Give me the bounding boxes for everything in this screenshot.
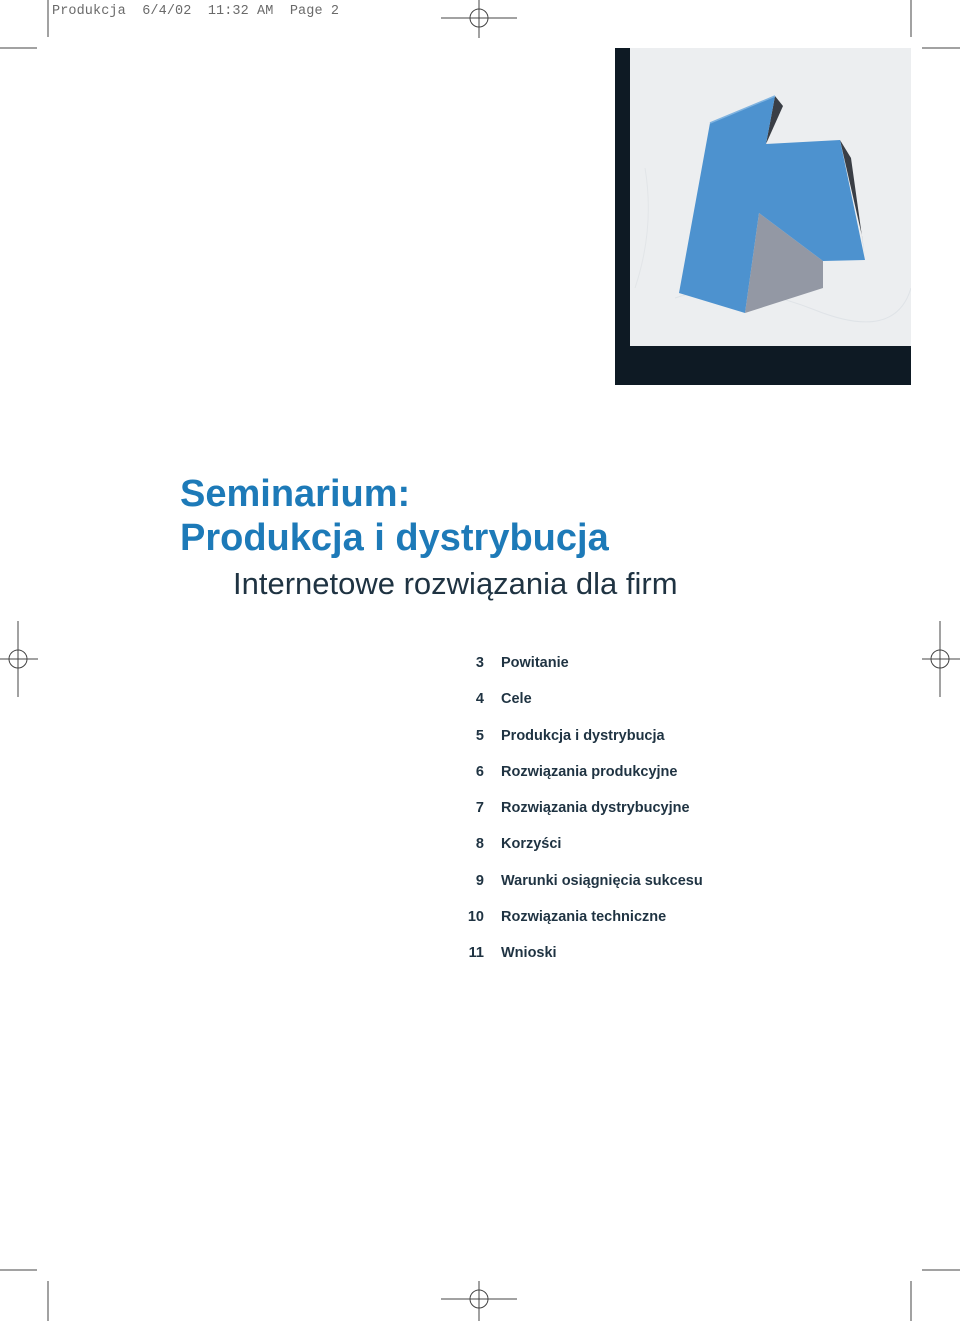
toc-entry: [0, 652, 960, 688]
toc-page-number: 6: [475, 763, 484, 780]
print-slug: Produkcja 6/4/02 11:32 AM Page 2: [52, 4, 340, 19]
toc-entry: [0, 797, 960, 833]
title-line-1: Seminarium:: [180, 473, 411, 515]
page-title: [180, 472, 609, 560]
toc-entry-title: Wnioski: [501, 945, 557, 961]
table-of-contents: [0, 652, 960, 978]
toc-entry-title: Korzyści: [501, 836, 562, 853]
toc-page-number: 5: [475, 727, 484, 744]
toc-entry-title: Rozwiązania produkcyjne: [501, 763, 678, 780]
toc-page-number: 3: [475, 655, 484, 671]
toc-page-number: 9: [475, 872, 484, 889]
toc-entry-title: Powitanie: [501, 655, 569, 671]
toc-entry: [0, 725, 960, 761]
toc-entry: [0, 906, 960, 942]
folded-shape-image: [615, 48, 911, 385]
toc-page-number: 8: [475, 836, 484, 853]
title-line-2: Produkcja i dystrybucja: [180, 517, 609, 559]
toc-entry-title: Rozwiązania techniczne: [501, 908, 667, 925]
toc-entry-title: Produkcja i dystrybucja: [501, 727, 665, 744]
toc-entry: [0, 688, 960, 724]
toc-page-number: 7: [475, 800, 484, 816]
toc-entry: [0, 833, 960, 869]
toc-page-number: 10: [467, 908, 484, 925]
toc-entry-title: Warunki osiągnięcia sukcesu: [501, 872, 703, 889]
cover-illustration: [615, 48, 911, 385]
toc-page-number: 4: [475, 691, 484, 708]
toc-entry: [0, 870, 960, 906]
toc-entry-title: Rozwiązania dystrybucyjne: [501, 800, 690, 816]
page-subtitle: Internetowe rozwiązania dla firm: [233, 566, 678, 601]
toc-entry: [0, 761, 960, 797]
toc-page-number: 11: [468, 945, 484, 961]
toc-entry-title: Cele: [501, 691, 532, 708]
toc-entry: [0, 942, 960, 978]
